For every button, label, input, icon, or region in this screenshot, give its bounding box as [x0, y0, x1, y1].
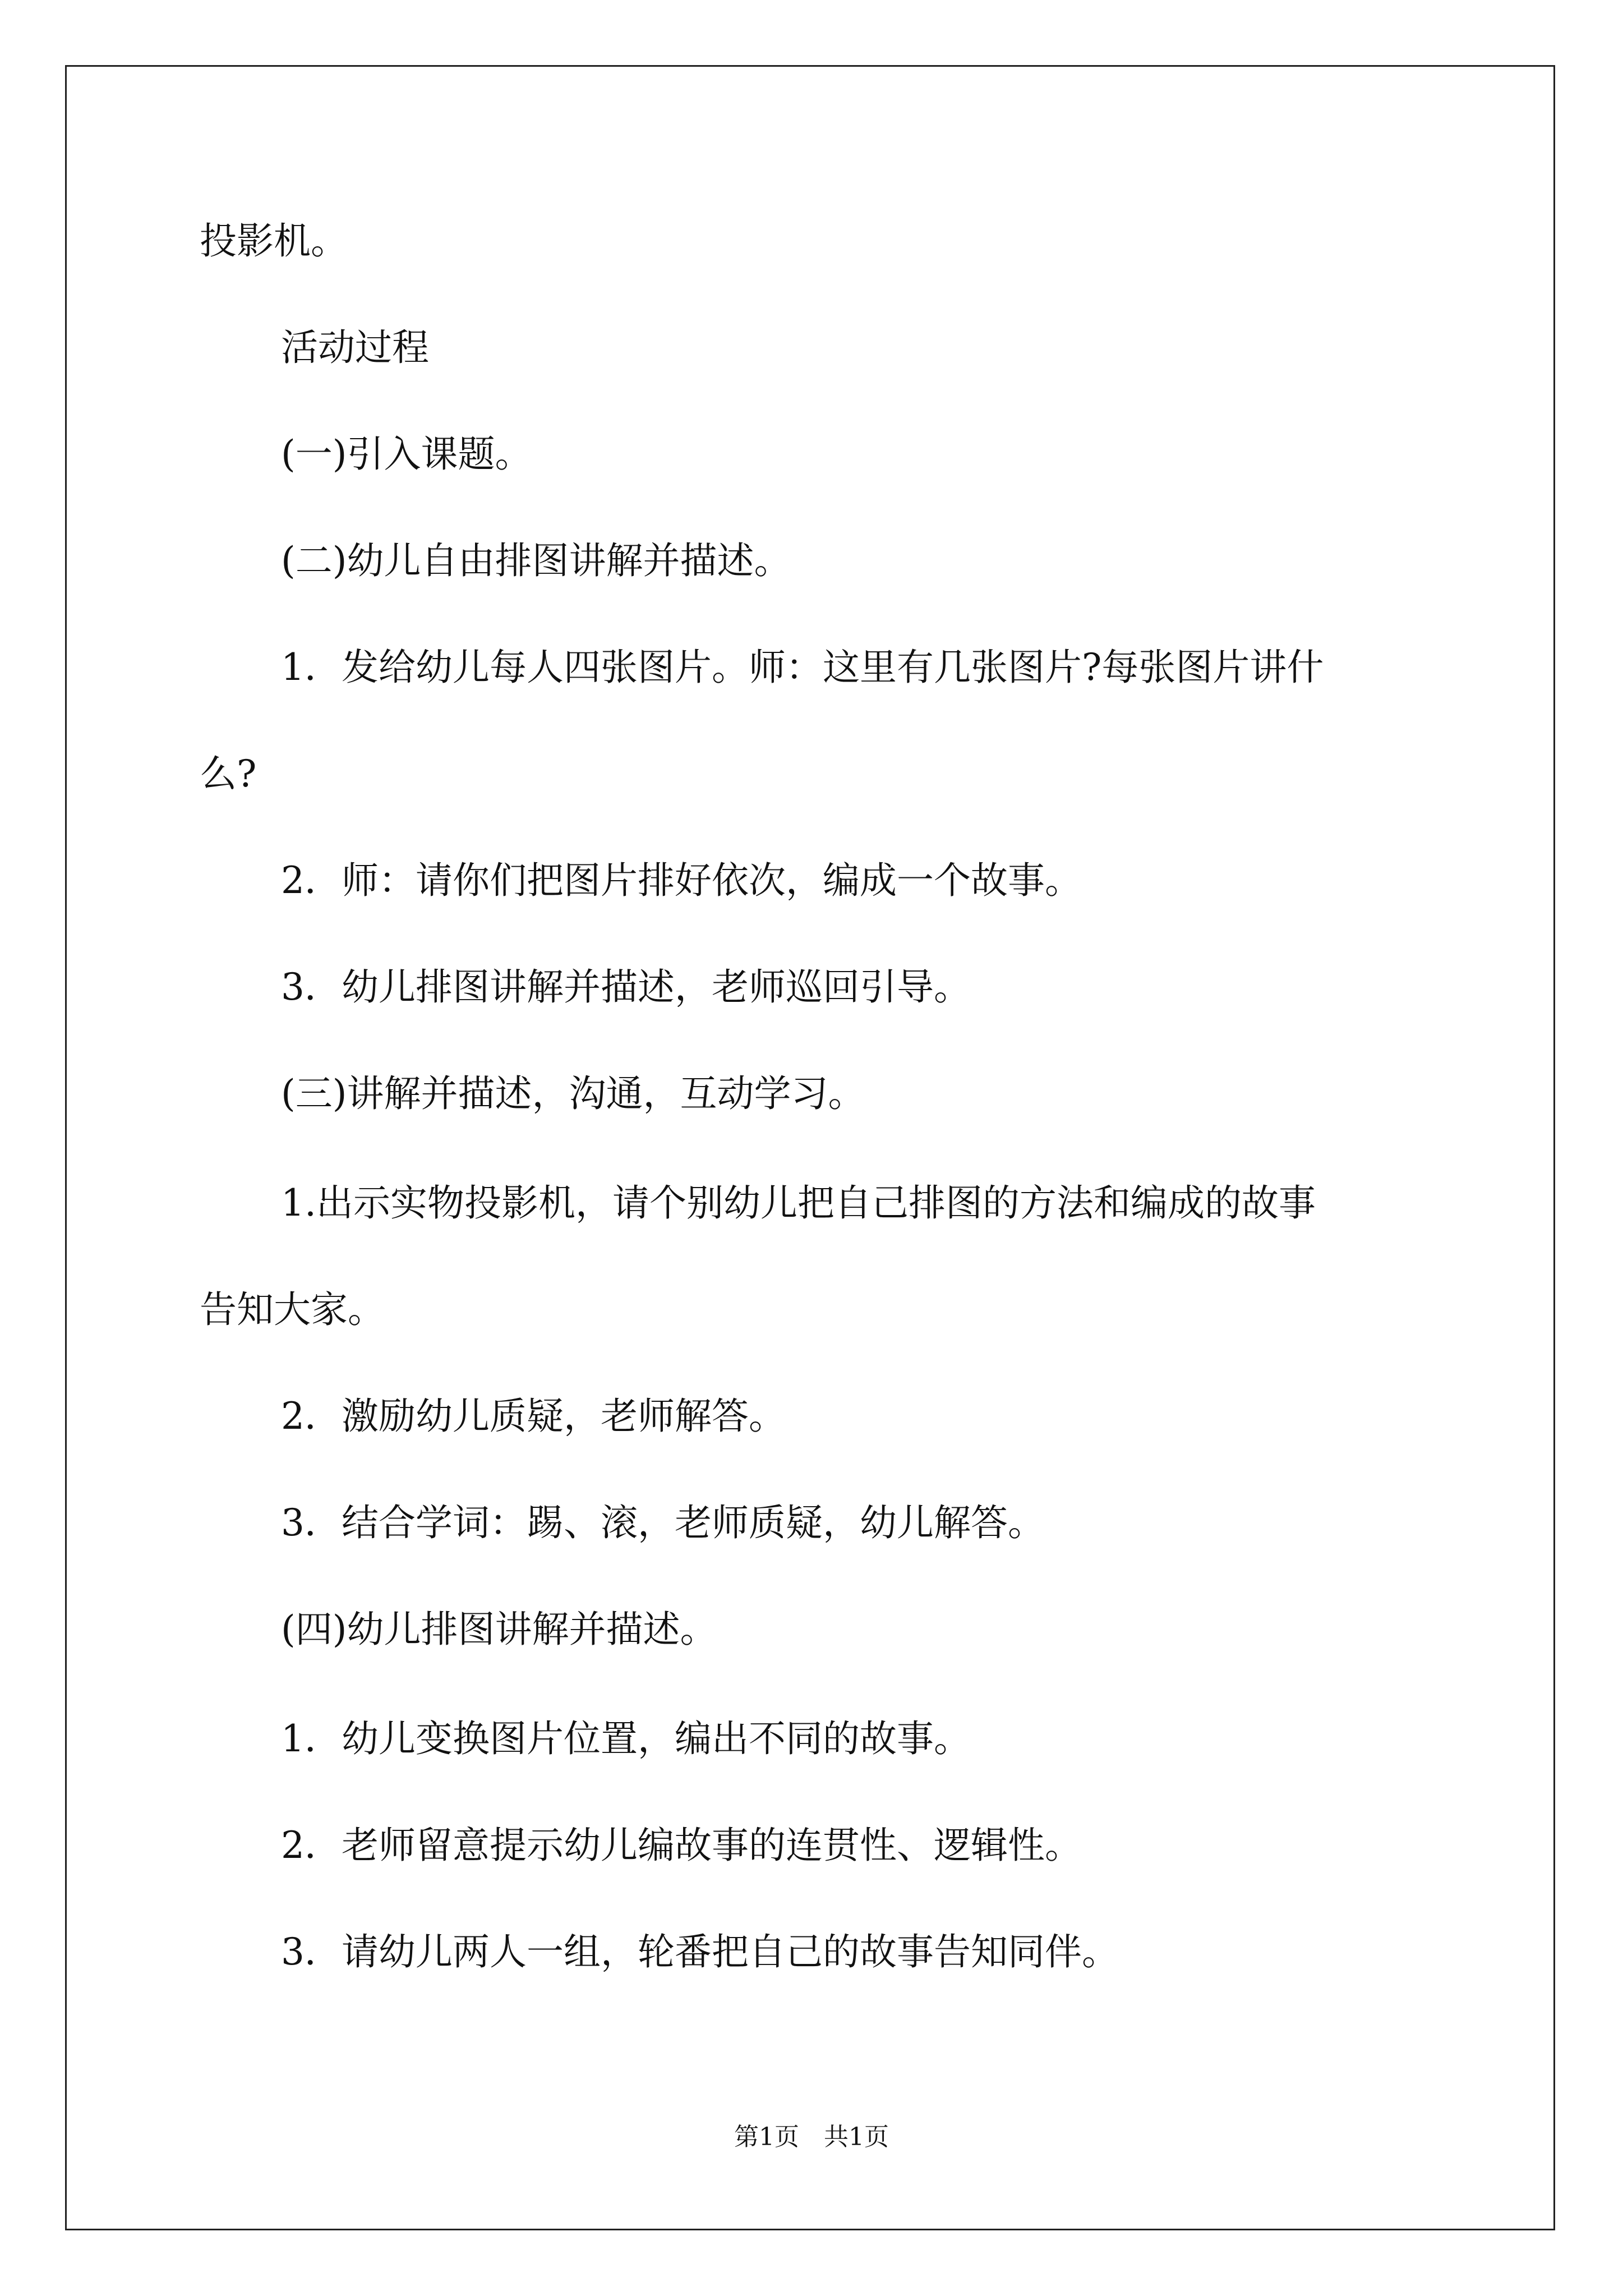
page-border: [65, 65, 1555, 2230]
text-line: 告知大家。: [200, 1288, 385, 1331]
text-line: 2．师：请你们把图片排好依次，编成一个故事。: [281, 859, 1082, 902]
text-line: (四)幼儿排图讲解并描述。: [281, 1608, 717, 1651]
text-line: (一)引入课题。: [281, 432, 532, 476]
text-line: 2．老师留意提示幼儿编故事的连贯性、逻辑性。: [281, 1824, 1082, 1867]
text-line: (二)幼儿自由排图讲解并描述。: [281, 539, 791, 582]
text-line: 1．幼儿变换图片位置，编出不同的故事。: [281, 1717, 971, 1760]
text-line: (三)讲解并描述，沟通，互动学习。: [281, 1072, 865, 1115]
text-line: 2．激励幼儿质疑，老师解答。: [281, 1395, 786, 1438]
page-number-footer: 第1页 共1页: [734, 2123, 889, 2151]
text-line: 1．发给幼儿每人四张图片。师：这里有几张图片?每张图片讲什: [281, 646, 1324, 689]
text-line: 3．请幼儿两人一组，轮番把自己的故事告知同伴。: [281, 1930, 1119, 1973]
text-line: 3．结合学词：踢、滚，老师质疑，幼儿解答。: [281, 1501, 1045, 1544]
text-line: 投影机。: [200, 219, 348, 263]
section-heading: 活动过程: [281, 326, 429, 369]
text-line: 么?: [200, 752, 257, 795]
text-line: 3．幼儿排图讲解并描述，老师巡回引导。: [281, 965, 971, 1009]
text-line: 1.出示实物投影机，请个别幼儿把自己排图的方法和编成的故事: [281, 1181, 1316, 1225]
